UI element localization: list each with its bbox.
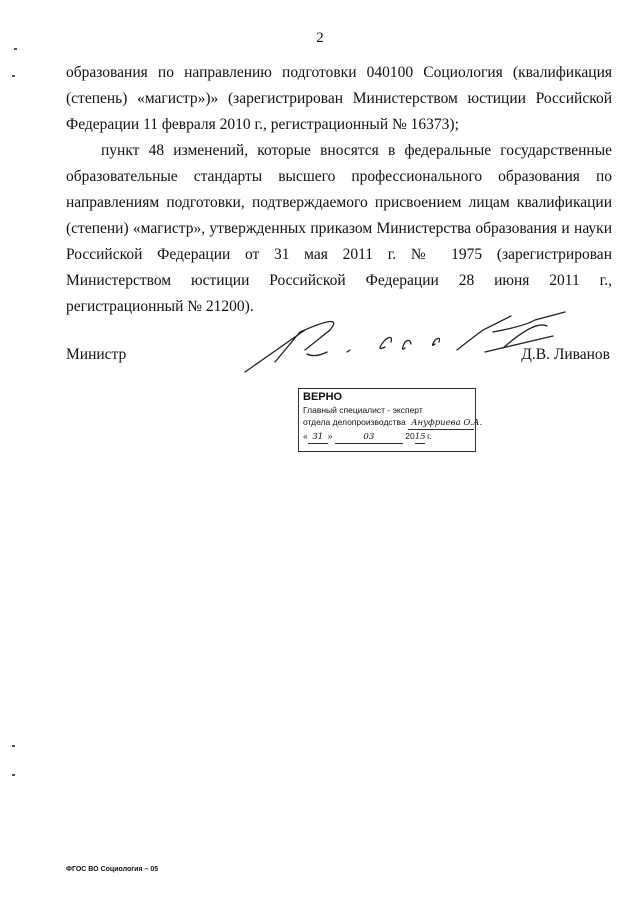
stamp-department: отдела делопроизводства (303, 417, 406, 427)
paragraph-2: пункт 48 изменений, которые вносятся в федеральные государственные образовательные стандарты высшего профессионального образования по направлениям подготовки, подтверждаемого присвоением лицам квалификации (степени) «магистр», утвержденных приказом Министерства образования и науки Российской Федерации от 31 мая 2011 г. № 1975 (зарегистрирован Министерством юстиции Российской Федерации 28 июня 2011 г., регистрационный № 21200). (66, 142, 612, 315)
stamp-department-line (303, 416, 483, 430)
page-number: 2 (316, 30, 324, 46)
stamp-position: Главный специалист - эксперт (303, 405, 423, 415)
stamp-signer-name: Ануфриева О.А. (408, 417, 474, 430)
stamp-title: ВЕРНО (303, 391, 343, 403)
scan-mark (14, 48, 17, 50)
scan-mark (12, 75, 15, 77)
stamp-date-line: « 31 » 03 2015 г. (303, 431, 432, 442)
stamp-month: 03 (335, 431, 403, 444)
footer-label: ФГОС ВО Социология – 05 (66, 866, 159, 873)
paragraph-1: образования по направлению подготовки 040100 Социология (квалификация (степень) «магистр»)» (зарегистрирован Министерством юстиции Российской Федерации 11 февраля 2010 г., регистрационный № 16373); (66, 64, 612, 133)
certification-stamp (298, 388, 483, 452)
minister-name: Д.В. Ливанов (521, 346, 610, 363)
stamp-day: 31 (308, 431, 328, 444)
stamp-year-unit: г. (427, 431, 432, 441)
scan-mark (12, 745, 15, 747)
handwritten-signature (235, 292, 575, 382)
stamp-year-suffix: 15 (414, 432, 426, 442)
stamp-year-prefix: 20 (405, 431, 415, 441)
scan-mark (12, 774, 15, 776)
document-body (66, 60, 612, 320)
minister-title: Министр (66, 346, 127, 363)
